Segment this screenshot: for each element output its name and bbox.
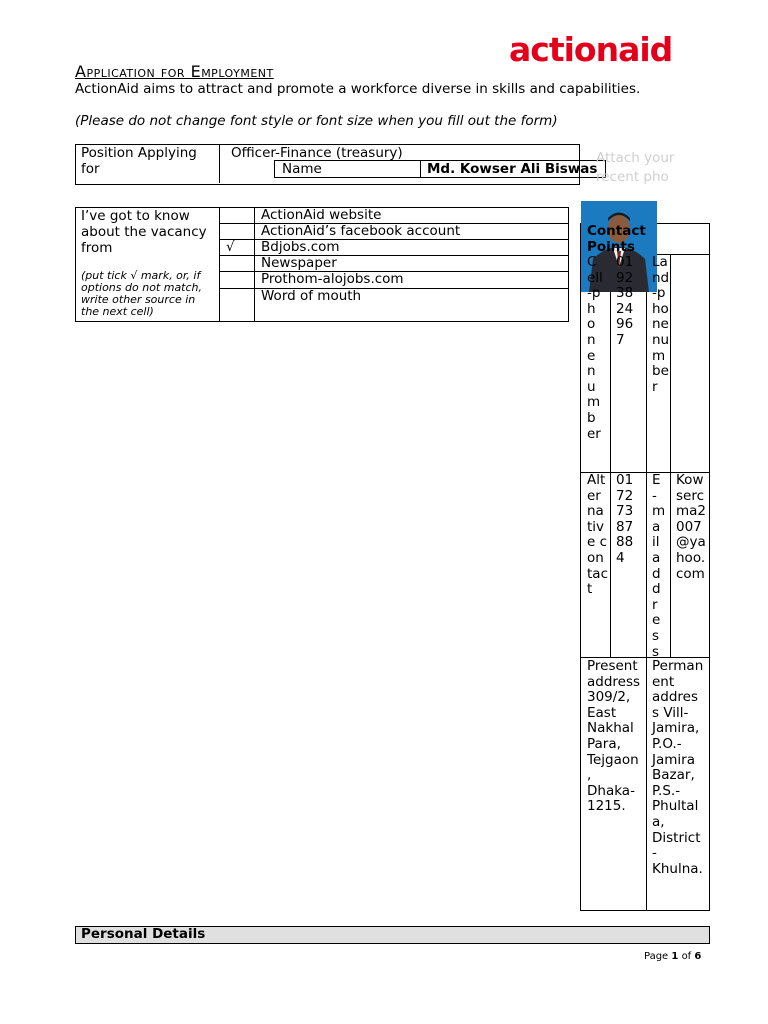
- email-value[interactable]: Kowsercma2007@yahoo.com: [676, 472, 707, 582]
- page-of: of: [681, 951, 692, 962]
- option-bdjobs: Bdjobs.com: [261, 239, 340, 255]
- col-divider: [670, 254, 671, 657]
- cell-phone-value[interactable]: 01 92 38 24 96 7: [616, 254, 634, 348]
- tick-mark[interactable]: √: [226, 239, 235, 255]
- option-word-of-mouth: Word of mouth: [261, 288, 362, 304]
- contact-heading: Contact Points: [587, 223, 646, 255]
- actionaid-logo: actionaid: [509, 30, 673, 69]
- page-title: Application for Employment: [75, 62, 274, 81]
- name-value[interactable]: Md. Kowser Ali Biswas: [427, 161, 598, 177]
- name-label: Name: [282, 161, 322, 177]
- position-label: Position Applying for: [81, 145, 197, 177]
- email-label: E-mail address: [652, 472, 666, 660]
- source-label: I’ve got to know about the vacancy from: [81, 208, 207, 256]
- alt-contact-label: Alternative contact: [587, 472, 608, 598]
- source-col-divider: [219, 207, 220, 321]
- cell-phone-label: Cell-phone number: [587, 254, 603, 442]
- col-divider: [610, 254, 611, 657]
- form-note: (Please do not change font style or font size when you fill out the form): [75, 113, 558, 129]
- option-prothom-alo: Prothom-alojobs.com: [261, 271, 404, 287]
- option-newspaper: Newspaper: [261, 255, 337, 271]
- name-divider: [420, 160, 421, 178]
- source-col-divider: [254, 207, 255, 321]
- position-value[interactable]: Officer-Finance (treasury): [231, 145, 403, 161]
- option-actionaid-website: ActionAid website: [261, 207, 382, 223]
- present-address[interactable]: Present address 309/2, East Nakhal Para, Tejgaon, Dhaka-1215.: [587, 658, 641, 815]
- land-phone-label: Land-phone number: [652, 254, 670, 395]
- page-number: [644, 951, 701, 962]
- intro-text: ActionAid aims to attract and promote a workforce diverse in skills and capabilities.: [75, 81, 641, 97]
- option-facebook: ActionAid’s facebook account: [261, 223, 461, 239]
- attach-photo-note: Attach your recent pho: [596, 150, 675, 185]
- section-heading: Personal Details: [81, 926, 206, 942]
- source-hint: (put tick √ mark, or, if options do not match, write other source in the next cell): [81, 269, 203, 318]
- alt-contact-value[interactable]: 01 72 73 87 88 4: [616, 472, 634, 566]
- col-divider: [646, 254, 647, 910]
- page-total: 6: [694, 951, 702, 962]
- permanent-address[interactable]: Permanent address Vill-Jamira, P.O.-Jamira Bazar, P.S.-Phultala, District-Khulna.: [652, 658, 704, 877]
- page-prefix: Page: [644, 951, 669, 962]
- page-current: 1: [671, 951, 679, 962]
